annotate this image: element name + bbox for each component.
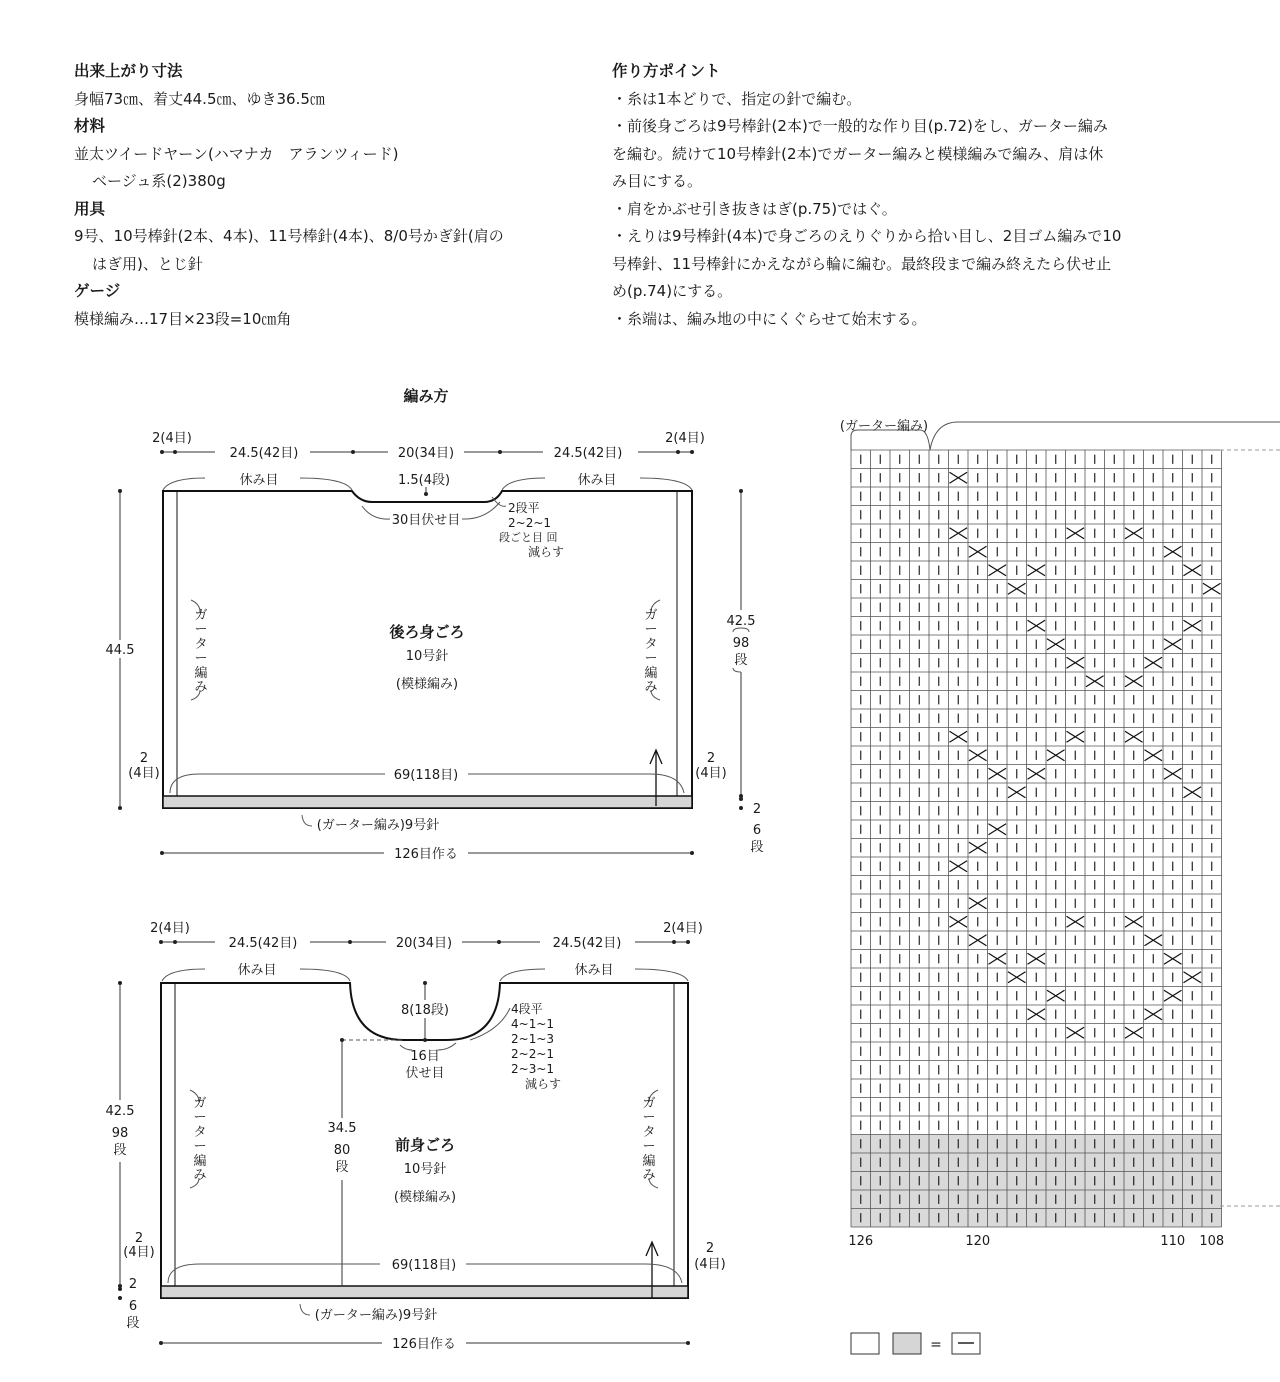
key-blank-cell: [851, 1333, 879, 1354]
back-side-label-left: ー: [194, 651, 208, 666]
chart-cross-mark: [1008, 972, 1026, 983]
front-neck-dec: 減らす: [525, 1077, 562, 1091]
tools-line: 9号、10号棒針(2本、4本)、11号棒針(4本)、8/0号かぎ針(肩の: [74, 227, 504, 245]
back-body-diagram: [100, 431, 764, 862]
front-rib-label: (ガーター編み)9号針: [314, 1308, 438, 1323]
tools-line: はぎ用)、とじ針: [92, 254, 203, 273]
key-equals: =: [930, 1337, 942, 1353]
chart-cross-mark: [1164, 768, 1182, 779]
points-heading: 作り方ポイント: [612, 62, 721, 80]
chart-legend-label: (ガーター編み): [839, 419, 929, 434]
chart-tick-label: 110: [1160, 1234, 1186, 1249]
chart-cross-mark: [1144, 657, 1162, 668]
chart-cross-mark: [969, 546, 987, 557]
front-rest-right: 休み目: [574, 963, 614, 978]
chart-cross-mark: [1183, 787, 1201, 798]
chart-cross-mark: [1144, 935, 1162, 946]
back-side-label-right: 編: [644, 666, 658, 681]
chart-cross-mark: [949, 916, 967, 927]
chart-cross-mark: [1183, 620, 1201, 631]
front-body-diagram: [100, 921, 726, 1352]
back-neck-dec: 2~2~1: [508, 516, 552, 530]
chart-tick-label: 120: [965, 1234, 991, 1249]
chart-cross-mark: [1164, 639, 1182, 650]
back-pattern: (模様編み): [395, 677, 459, 692]
chart-cross-mark: [969, 935, 987, 946]
front-neck-dec: 4~1~1: [511, 1017, 555, 1031]
back-dim-shoulder-left: 24.5(42目): [229, 446, 299, 461]
back-neck-bind: 30目伏せ目: [391, 513, 461, 528]
back-side-label-left: み: [194, 680, 208, 695]
back-side-label-left: ー: [194, 622, 208, 637]
back-side-label-right: ー: [644, 622, 658, 637]
back-dim-edge-right: 2(4目): [665, 431, 705, 446]
back-side-label-left: ガ: [194, 608, 208, 623]
chart-cross-mark: [1144, 1009, 1162, 1020]
chart-cross-mark: [1027, 620, 1045, 631]
points-line: 号棒針、11号棒針にかえながら輪に編む。最終段まで編み終えたら伏せ止: [612, 254, 1112, 273]
front-side-label-left: 編: [193, 1154, 207, 1169]
chart-cross-mark: [1203, 583, 1221, 594]
front-dim-shoulder-right: 24.5(42目): [552, 936, 622, 951]
back-dim-edge-left: 2(4目): [152, 431, 192, 446]
chart-cross-mark: [949, 861, 967, 872]
chart-cross-mark: [969, 898, 987, 909]
back-dim-shoulder-right: 24.5(42目): [553, 446, 623, 461]
chart-tick-label: 126: [848, 1234, 874, 1249]
front-center-height: 80: [333, 1143, 351, 1158]
front-needle: 10号針: [403, 1162, 447, 1177]
points-line: め(p.74)にする。: [612, 282, 733, 300]
chart-cross-mark: [988, 768, 1006, 779]
front-rest-left: 休み目: [237, 963, 277, 978]
front-side-label-right: 編: [642, 1154, 656, 1169]
back-edge-left: (4目): [128, 766, 160, 781]
points-line: ・えりは9号棒針(4本)で身ごろのえりぐりから拾い目し、2目ゴム編みで10: [612, 227, 1122, 245]
front-side-label-left: ー: [193, 1139, 207, 1154]
front-side-label-right: み: [642, 1168, 656, 1183]
back-bottom-width: 69(118目): [393, 768, 459, 783]
back-dim-neck: 20(34目): [397, 446, 455, 461]
chart-cross-mark: [1125, 1027, 1143, 1038]
back-neck-depth: 1.5(4段): [397, 473, 451, 488]
front-edge-right: 2: [705, 1241, 715, 1256]
chart-cross-mark: [949, 472, 967, 483]
chart-cross-mark: [1047, 750, 1065, 761]
front-neck-dec: 2~2~1: [511, 1047, 555, 1061]
front-side-label-left: タ: [193, 1125, 207, 1140]
front-edge-left: 2: [134, 1231, 144, 1246]
chart-cross-mark: [1183, 972, 1201, 983]
chart-cross-mark: [988, 953, 1006, 964]
front-dim-edge-right: 2(4目): [663, 921, 703, 936]
points-line: ・肩をかぶせ引き抜きはぎ(p.75)ではぐ。: [612, 199, 897, 218]
front-garter-band: [161, 1286, 688, 1298]
chart-cross-mark: [1164, 953, 1182, 964]
chart-cross-mark: [988, 565, 1006, 576]
chart-cross-mark: [949, 731, 967, 742]
front-center-height: 段: [335, 1160, 349, 1175]
back-edge-right: (4目): [695, 766, 727, 781]
diagram-title: 編み方: [403, 387, 449, 405]
front-side-label-left: ー: [193, 1110, 207, 1125]
stitch-chart: [840, 419, 1280, 1354]
front-side-label-left: ガ: [193, 1096, 207, 1111]
chart-cross-mark: [1066, 731, 1084, 742]
chart-cross-mark: [1164, 990, 1182, 1001]
points-line: ・糸は1本どりで、指定の針で編む。: [612, 89, 862, 108]
back-height-right: 42.5: [726, 614, 756, 629]
back-neck-dec: 2段平: [508, 501, 540, 515]
back-cast-on: 126目作る: [394, 847, 458, 862]
front-edge-right: (4目): [694, 1257, 726, 1272]
back-neck-dec: 減らす: [528, 545, 565, 559]
front-rib-rows: 段: [126, 1316, 140, 1331]
back-rest-left: 休み目: [239, 473, 279, 488]
front-dim-neck: 20(34目): [395, 936, 453, 951]
back-side-label-right: タ: [644, 637, 658, 652]
chart-cross-mark: [969, 750, 987, 761]
chart-cross-mark: [1125, 731, 1143, 742]
front-rib-rows: 6: [128, 1299, 138, 1314]
front-height-left: 42.5: [105, 1104, 135, 1119]
chart-cross-mark: [1066, 916, 1084, 927]
chart-cross-mark: [1066, 528, 1084, 539]
chart-cross-mark: [1047, 639, 1065, 650]
chart-cross-mark: [1027, 1009, 1045, 1020]
chart-cross-mark: [1164, 546, 1182, 557]
chart-cross-mark: [1027, 565, 1045, 576]
points-line: を編む。続けて10号棒針(2本)でガーター編みと模様編みで編み、肩は休: [612, 144, 1104, 163]
chart-cross-mark: [969, 842, 987, 853]
front-height-left: 98: [111, 1126, 129, 1141]
back-rib-rows: 2: [752, 802, 762, 817]
back-side-label-right: ー: [644, 651, 658, 666]
back-side-label-left: 編: [194, 666, 208, 681]
front-pattern: (模様編み): [393, 1190, 457, 1205]
points-line: ・前後身ごろは9号棒針(2本)で一般的な作り目(p.72)をし、ガーター編み: [612, 117, 1108, 135]
back-height-right: 段: [734, 653, 748, 668]
chart-cross-mark: [1066, 1027, 1084, 1038]
front-side-label-right: タ: [642, 1125, 656, 1140]
front-height-left: 段: [113, 1143, 127, 1158]
front-name: 前身ごろ: [394, 1136, 456, 1154]
back-neck-dec: 段ごと目 回: [499, 531, 558, 544]
back-edge-left: 2: [139, 751, 149, 766]
back-rib-label: (ガーター編み)9号針: [316, 818, 440, 833]
front-neck-dec: 4段平: [511, 1002, 543, 1016]
points-line: み目にする。: [612, 172, 703, 190]
front-neck-dec: 2~1~3: [511, 1032, 555, 1046]
chart-cross-mark: [1008, 787, 1026, 798]
front-center-height: 34.5: [327, 1121, 357, 1136]
chart-cross-mark: [1008, 583, 1026, 594]
chart-cross-mark: [1144, 750, 1162, 761]
back-side-label-right: ガ: [644, 608, 658, 623]
front-neck-depth: 8(18段): [401, 1003, 449, 1018]
back-rest-right: 休み目: [577, 473, 617, 488]
chart-cross-mark: [1086, 676, 1104, 687]
front-side-label-right: ー: [642, 1139, 656, 1154]
front-rib-rows: 2: [128, 1277, 138, 1292]
chart-cross-mark: [1125, 916, 1143, 927]
front-side-label-right: ー: [642, 1110, 656, 1125]
front-neck-bind: 16目: [410, 1049, 440, 1064]
front-bottom-width: 69(118目): [391, 1258, 457, 1273]
back-needle: 10号針: [405, 649, 449, 664]
size-heading: 出来上がり寸法: [74, 62, 183, 80]
material-line: 並太ツイードヤーン(ハマナカ アランツィード): [74, 144, 399, 163]
back-edge-right: 2: [706, 751, 716, 766]
front-side-label-right: ガ: [642, 1096, 656, 1111]
chart-cross-mark: [1125, 676, 1143, 687]
back-name: 後ろ身ごろ: [389, 623, 465, 641]
front-side-label-left: み: [193, 1168, 207, 1183]
material-heading: 材料: [74, 117, 106, 135]
front-neck-dec: 2~3~1: [511, 1062, 555, 1076]
back-side-label-right: み: [644, 680, 658, 695]
gauge-heading: ゲージ: [74, 282, 121, 300]
front-neck-bind: 伏せ目: [405, 1066, 445, 1081]
chart-cross-mark: [1027, 768, 1045, 779]
chart-cross-mark: [988, 824, 1006, 835]
key-gray-cell: [893, 1333, 921, 1354]
material-line: ベージュ系(2)380g: [92, 172, 226, 190]
chart-cross-mark: [1125, 528, 1143, 539]
points-line: ・糸端は、編み地の中にくぐらせて始末する。: [612, 309, 927, 328]
back-height-left: 44.5: [105, 643, 135, 658]
back-rib-rows: 段: [750, 840, 764, 855]
front-dim-shoulder-left: 24.5(42目): [228, 936, 298, 951]
size-text: 身幅73㎝、着丈44.5㎝、ゆき36.5㎝: [74, 89, 325, 108]
chart-cross-mark: [1027, 953, 1045, 964]
front-edge-left: (4目): [123, 1245, 155, 1260]
back-height-right: 98: [732, 636, 750, 651]
chart-cross-mark: [1183, 565, 1201, 576]
front-cast-on: 126目作る: [392, 1337, 456, 1352]
chart-cross-mark: [1047, 990, 1065, 1001]
chart-cross-mark: [1066, 657, 1084, 668]
back-garter-band: [163, 796, 692, 808]
tools-heading: 用具: [74, 199, 106, 218]
back-side-label-left: タ: [194, 637, 208, 652]
chart-cross-mark: [949, 528, 967, 539]
gauge-text: 模様編み…17目×23段=10㎝角: [74, 309, 292, 328]
chart-tick-label: 108: [1199, 1234, 1225, 1249]
front-dim-edge-left: 2(4目): [150, 921, 190, 936]
back-rib-rows: 6: [752, 823, 762, 838]
